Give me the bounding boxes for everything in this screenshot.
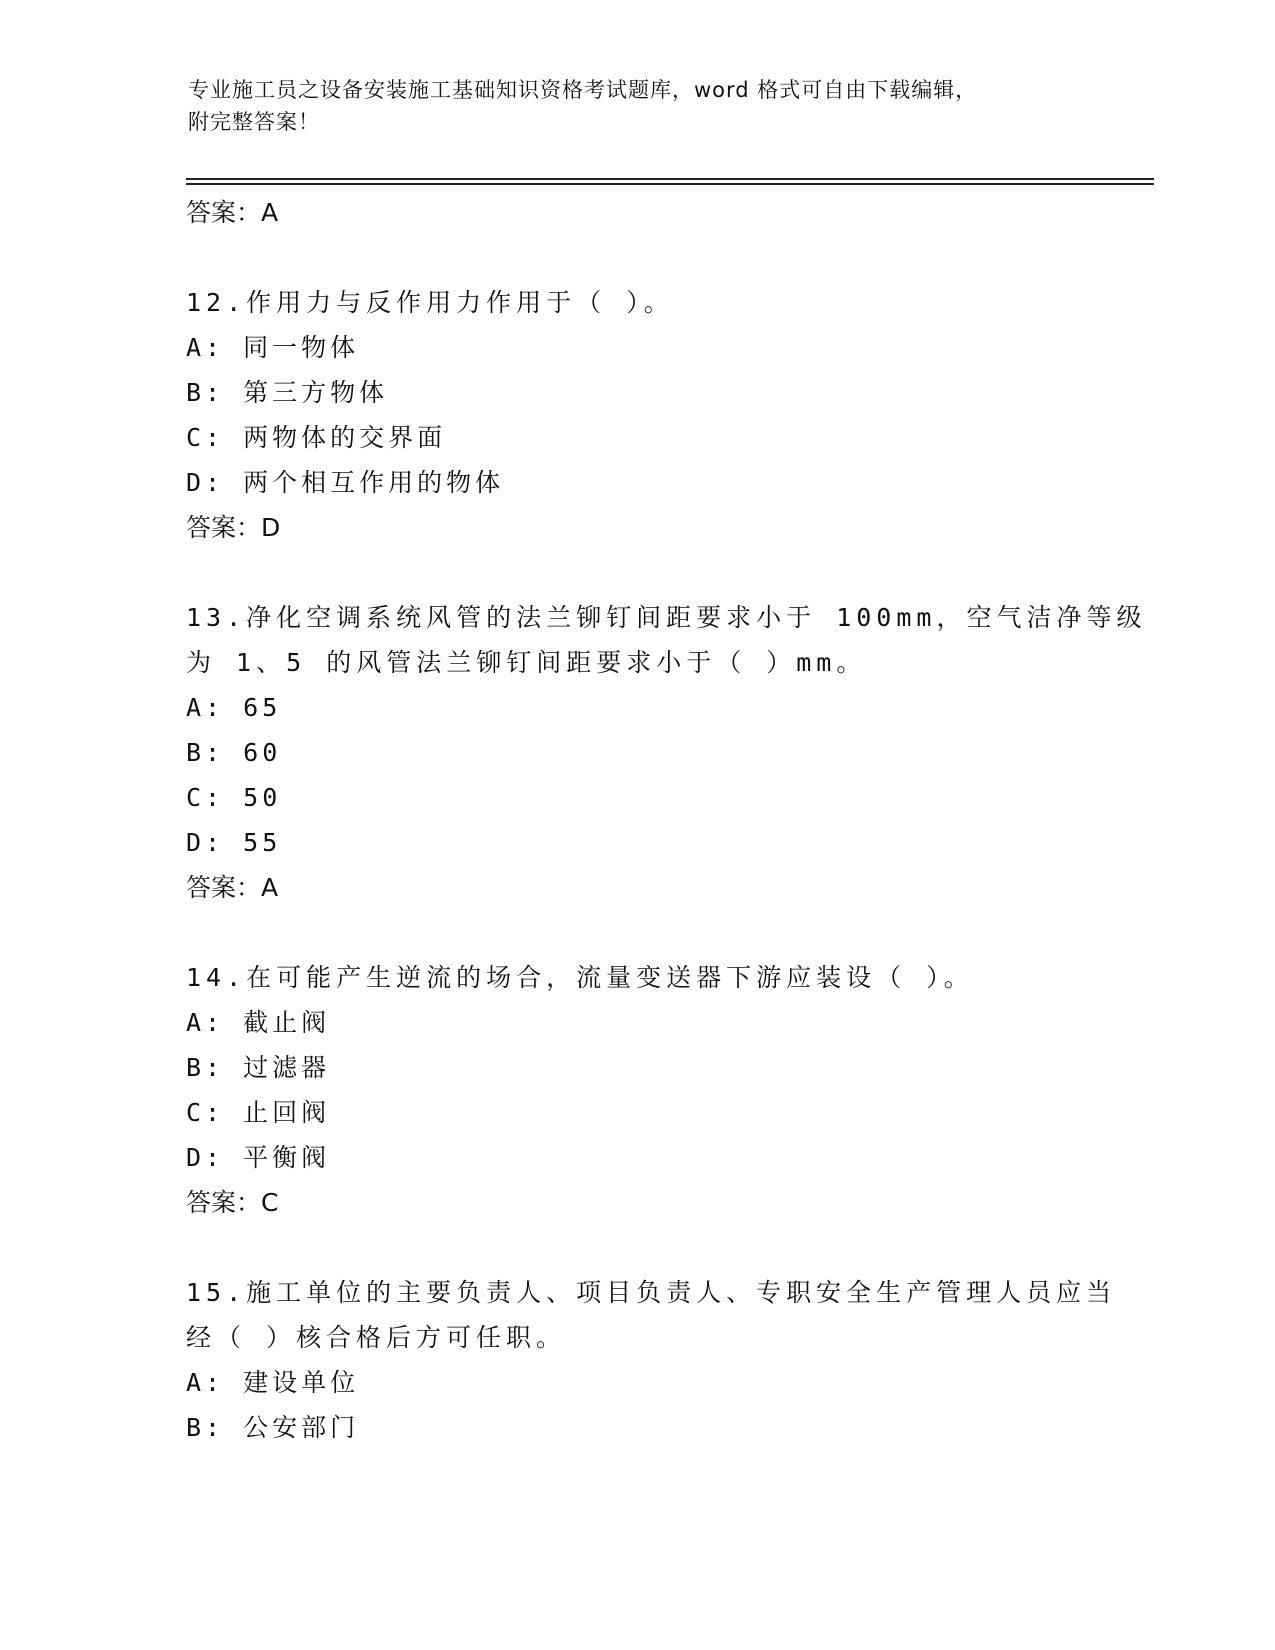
header-line-2: 附完整答案！ [188,110,320,134]
option-c: C: 50 [186,783,282,812]
option-b: B: 公安部门 [186,1413,360,1442]
answer-label: 答案：A [186,873,279,902]
option-c: C: 止回阀 [186,1098,331,1127]
header-line-1: 专业施工员之设备安装施工基础知识资格考试题库，word 格式可自由下载编辑， [188,78,978,102]
question-line: 15.施工单位的主要负责人、项目负责人、专职安全生产管理人员应当 [186,1278,1117,1307]
question-text [186,280,1086,325]
option-c: C: 两物体的交界面 [186,423,447,452]
question-14 [186,955,1086,1225]
question-line: 经（ ）核合格后方可任职。 [186,1323,567,1352]
answer-label: 答案：D [186,513,281,542]
question-12 [186,280,1086,550]
header-divider-top [186,178,1154,180]
option-a: A: 建设单位 [186,1368,360,1397]
option-d: D: 平衡阀 [186,1143,331,1172]
question-15 [186,1270,1117,1450]
question-text [186,595,1147,685]
question-text [186,955,1086,1000]
question-line: 为 1、5 的风管法兰铆钉间距要求小于（ ）mm。 [186,648,867,677]
question-list [186,190,1147,1450]
option-d: D: 两个相互作用的物体 [186,468,505,497]
option-d: D: 55 [186,828,282,857]
question-line: 12.作用力与反作用力作用于（ ）。 [186,288,674,317]
question-text [186,1270,1117,1360]
option-a: A: 截止阀 [186,1008,331,1037]
option-b: B: 第三方物体 [186,378,389,407]
option-b: B: 60 [186,738,282,767]
question-line: 14.在可能产生逆流的场合，流量变送器下游应装设（ ）。 [186,963,974,992]
header-divider-bottom [186,183,1154,185]
question-13 [186,595,1147,910]
answer-label: 答案：A [186,198,279,227]
option-b: B: 过滤器 [186,1053,331,1082]
document-header [188,74,1088,138]
question-line: 13.净化空调系统风管的法兰铆钉间距要求小于 100mm，空气洁净等级 [186,603,1147,632]
option-a: A: 同一物体 [186,333,360,362]
option-a: A: 65 [186,693,282,722]
answer-label: 答案：C [186,1188,279,1217]
